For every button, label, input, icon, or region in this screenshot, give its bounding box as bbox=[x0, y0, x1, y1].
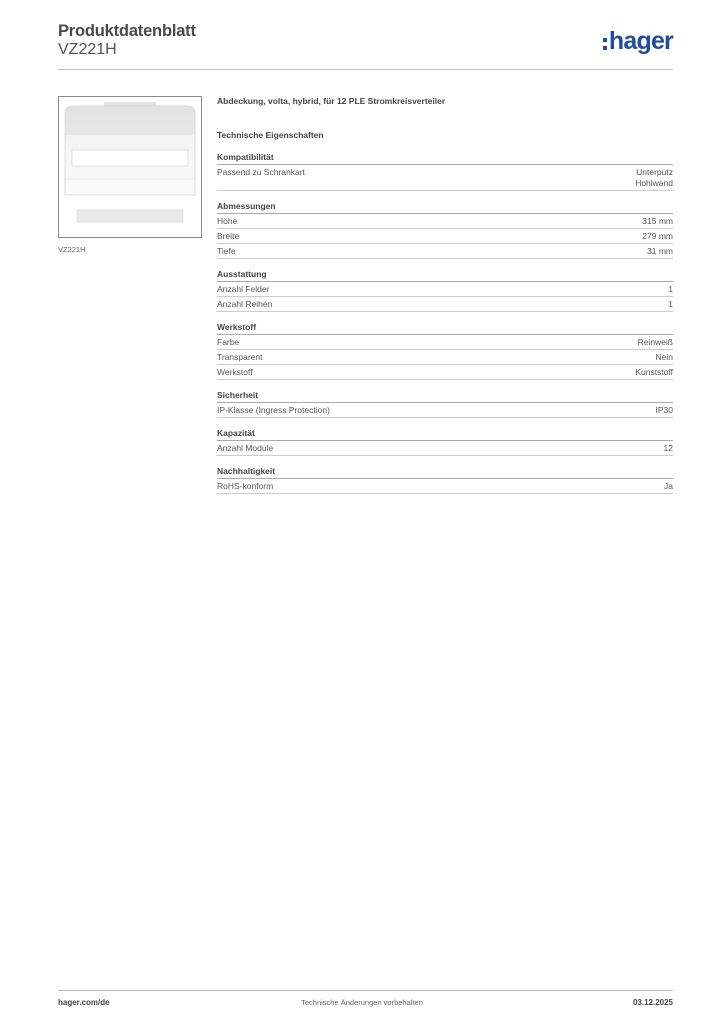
spec-value-line: Kunststoff bbox=[635, 367, 673, 377]
section-heading: Kompatibilität bbox=[217, 152, 673, 165]
spec-row bbox=[217, 229, 673, 244]
footer-disclaimer: Technische Änderungen vorbehalten bbox=[301, 998, 423, 1007]
page-header bbox=[58, 20, 673, 70]
footer-divider bbox=[58, 990, 673, 991]
spec-row bbox=[217, 479, 673, 494]
image-caption: VZ221H bbox=[58, 245, 86, 254]
section-heading: Kapazität bbox=[217, 428, 673, 441]
spec-section bbox=[217, 322, 673, 380]
spec-value bbox=[664, 443, 673, 454]
section-heading: Werkstoff bbox=[217, 322, 673, 335]
spec-label: IP-Klasse (Ingress Protection) bbox=[217, 405, 330, 415]
spec-section bbox=[217, 152, 673, 191]
spec-value bbox=[664, 481, 673, 492]
section-heading: Nachhaltigkeit bbox=[217, 466, 673, 479]
spec-row bbox=[217, 350, 673, 365]
product-image bbox=[58, 96, 202, 238]
spec-value-line: 31 mm bbox=[647, 246, 673, 256]
spec-value-line: Nein bbox=[655, 352, 673, 362]
footer-website: hager.com/de bbox=[58, 998, 110, 1007]
product-cover-illustration bbox=[59, 97, 201, 237]
spec-value-line: Unterputz bbox=[636, 167, 673, 177]
technical-properties-heading: Technische Eigenschaften bbox=[217, 130, 324, 140]
spec-value-line: IP30 bbox=[655, 405, 673, 415]
spec-label: Höhe bbox=[217, 216, 238, 226]
spec-value-line: Ja bbox=[664, 481, 673, 491]
spec-row bbox=[217, 165, 673, 191]
spec-label: Anzahl Felder bbox=[217, 284, 270, 294]
logo-text: hager bbox=[608, 26, 673, 55]
spec-value-line: Reinweiß bbox=[637, 337, 673, 347]
spec-label: Passend zu Schrankart bbox=[217, 167, 305, 177]
spec-row bbox=[217, 297, 673, 312]
spec-value bbox=[635, 167, 673, 189]
product-description: Abdeckung, volta, hybrid, für 12 PLE Stromkreisverteiler bbox=[217, 96, 446, 106]
spec-label: Anzahl Module bbox=[217, 443, 274, 453]
header-divider bbox=[58, 69, 673, 70]
spec-label: Tiefe bbox=[217, 246, 236, 256]
spec-value bbox=[668, 299, 673, 310]
spec-value-line: 279 mm bbox=[642, 231, 673, 241]
product-code: VZ221H bbox=[58, 41, 117, 58]
spec-value-line: 1 bbox=[668, 299, 673, 309]
hager-logo bbox=[603, 26, 673, 56]
spec-row bbox=[217, 282, 673, 297]
spec-row bbox=[217, 403, 673, 418]
spec-section bbox=[217, 201, 673, 259]
spec-section bbox=[217, 390, 673, 418]
logo-dots-icon bbox=[603, 38, 607, 50]
spec-row bbox=[217, 335, 673, 350]
spec-label: Farbe bbox=[217, 337, 240, 347]
spec-value-line: 1 bbox=[668, 284, 673, 294]
spec-sections bbox=[217, 152, 673, 494]
spec-value bbox=[647, 246, 673, 257]
spec-value bbox=[656, 352, 673, 363]
spec-row bbox=[217, 441, 673, 456]
spec-value bbox=[668, 284, 673, 295]
spec-label: Transparent bbox=[217, 352, 263, 362]
document-title: Produktdatenblatt bbox=[58, 22, 196, 40]
spec-row bbox=[217, 214, 673, 229]
spec-row bbox=[217, 244, 673, 259]
spec-value-line: Hohlwand bbox=[635, 178, 673, 188]
spec-value bbox=[642, 231, 673, 242]
spec-value bbox=[635, 367, 673, 378]
section-heading: Abmessungen bbox=[217, 201, 673, 214]
spec-value bbox=[656, 405, 674, 416]
section-heading: Sicherheit bbox=[217, 390, 673, 403]
spec-content bbox=[217, 96, 673, 494]
spec-label: RoHS-konform bbox=[217, 481, 274, 491]
spec-value bbox=[642, 216, 673, 227]
spec-row bbox=[217, 365, 673, 380]
spec-value-line: 12 bbox=[663, 443, 673, 453]
footer-date: 03.12.2025 bbox=[632, 998, 673, 1007]
section-heading: Ausstattung bbox=[217, 269, 673, 282]
spec-section bbox=[217, 428, 673, 456]
spec-label: Anzahl Reihen bbox=[217, 299, 273, 309]
spec-value-line: 315 mm bbox=[642, 216, 673, 226]
spec-value bbox=[638, 337, 673, 348]
spec-section bbox=[217, 269, 673, 312]
spec-label: Werkstoff bbox=[217, 367, 253, 377]
spec-label: Breite bbox=[217, 231, 240, 241]
spec-section bbox=[217, 466, 673, 494]
